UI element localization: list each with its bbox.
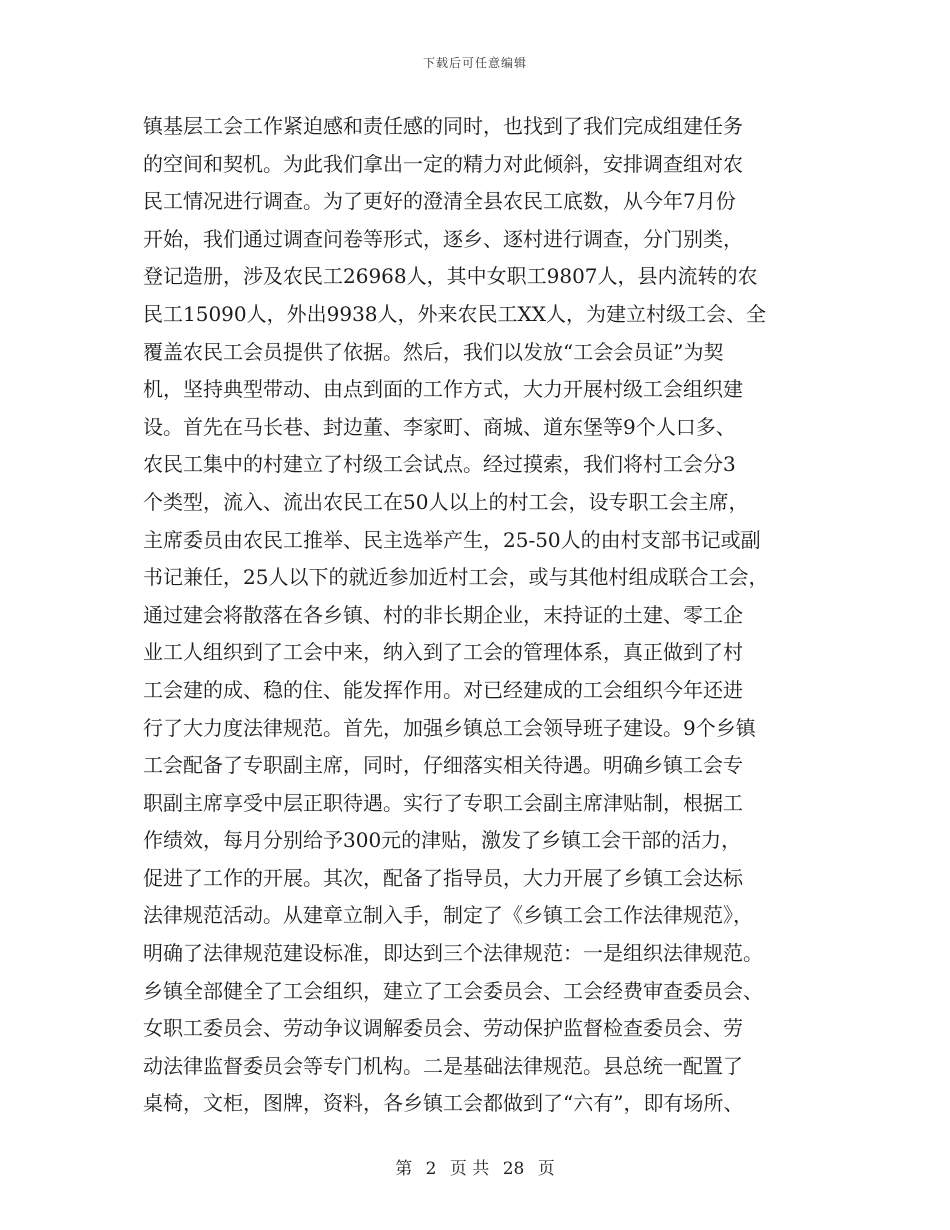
text-line: 登记造册，涉及农民工26968人，其中女职工9807人，县内流转的农 <box>143 264 758 289</box>
text-line: 工会配备了专职副主席，同时，仔细落实相关待遇。明确乡镇工会专 <box>143 753 743 778</box>
text-line: 促进了工作的开展。其次，配备了指导员，大力开展了乡镇工会达标 <box>143 865 743 890</box>
text-line: 个类型，流入、流出农民工在50人以上的村工会，设专职工会主席， <box>143 489 749 514</box>
footer-prefix: 第 <box>395 1159 413 1179</box>
text-line: 法律规范活动。从建章立制入手，制定了《乡镇工会工作法律规范》， <box>143 903 753 928</box>
footer-page-number: 2 <box>425 1159 437 1179</box>
text-line: 农民工集中的村建立了村级工会试点。经过摸索，我们将村工会分3 <box>143 452 736 477</box>
text-line: 工会建的成、稳的住、能发挥作用。对已经建成的工会组织今年还进 <box>143 677 743 702</box>
page-footer <box>0 1154 950 1179</box>
footer-middle: 页 共 <box>449 1159 490 1179</box>
text-line: 业工人组织到了工会中来，纳入到了工会的管理体系，真正做到了村 <box>143 640 743 665</box>
text-line: 民工情况进行调查。为了更好的澄清全县农民工底数，从今年7月份 <box>143 189 736 214</box>
text-line: 职副主席享受中层正职待遇。实行了专职工会副主席津贴制，根据工 <box>143 790 743 815</box>
text-line: 的空间和契机。为此我们拿出一定的精力对此倾斜，安排调查组对农 <box>143 151 743 176</box>
text-line: 设。首先在马长巷、封边董、李家町、商城、道东堡等9个人口多、 <box>143 414 736 439</box>
footer-total-pages: 28 <box>502 1159 525 1179</box>
footer-suffix: 页 <box>537 1159 555 1179</box>
page-header: 下载后可任意编辑 <box>422 56 527 70</box>
text-line: 行了大力度法律规范。首先，加强乡镇总工会领导班子建设。9个乡镇 <box>143 715 756 740</box>
text-line: 明确了法律规范建设标准，即达到三个法律规范：一是组织法律规范。 <box>143 941 763 966</box>
text-line: 民工15090人，外出9938人，外来农民工XX人，为建立村级工会、全 <box>143 301 766 326</box>
text-line: 开始，我们通过调查问卷等形式，逐乡、逐村进行调查，分门别类， <box>143 226 743 251</box>
text-line: 桌椅，文柜，图牌，资料，各乡镇工会都做到了“六有”，即有场所、 <box>143 1091 744 1116</box>
text-line: 机，坚持典型带动、由点到面的工作方式，大力开展村级工会组织建 <box>143 377 743 402</box>
text-line: 女职工委员会、劳动争议调解委员会、劳动保护监督检查委员会、劳 <box>143 1016 743 1041</box>
text-line: 作绩效，每月分别给予300元的津贴，激发了乡镇工会干部的活力， <box>143 828 742 853</box>
text-line: 动法律监督委员会等专门机构。二是基础法律规范。县总统一配置了 <box>143 1053 743 1078</box>
body-text <box>143 108 811 1123</box>
text-line: 镇基层工会工作紧迫感和责任感的同时，也找到了我们完成组建任务 <box>143 114 743 138</box>
text-line: 书记兼任，25人以下的就近参加近村工会，或与其他村组成联合工会， <box>143 565 769 590</box>
text-line: 覆盖农民工会员提供了依据。然后，我们以发放“工会会员证”为契 <box>143 339 724 364</box>
text-line: 主席委员由农民工推举、民主选举产生，25-50人的由村支部书记或副 <box>143 527 761 552</box>
text-line: 乡镇全部健全了工会组织，建立了工会委员会、工会经费审查委员会、 <box>143 978 763 1003</box>
text-line: 通过建会将散落在各乡镇、村的非长期企业，末持证的土建、零工企 <box>143 602 743 627</box>
